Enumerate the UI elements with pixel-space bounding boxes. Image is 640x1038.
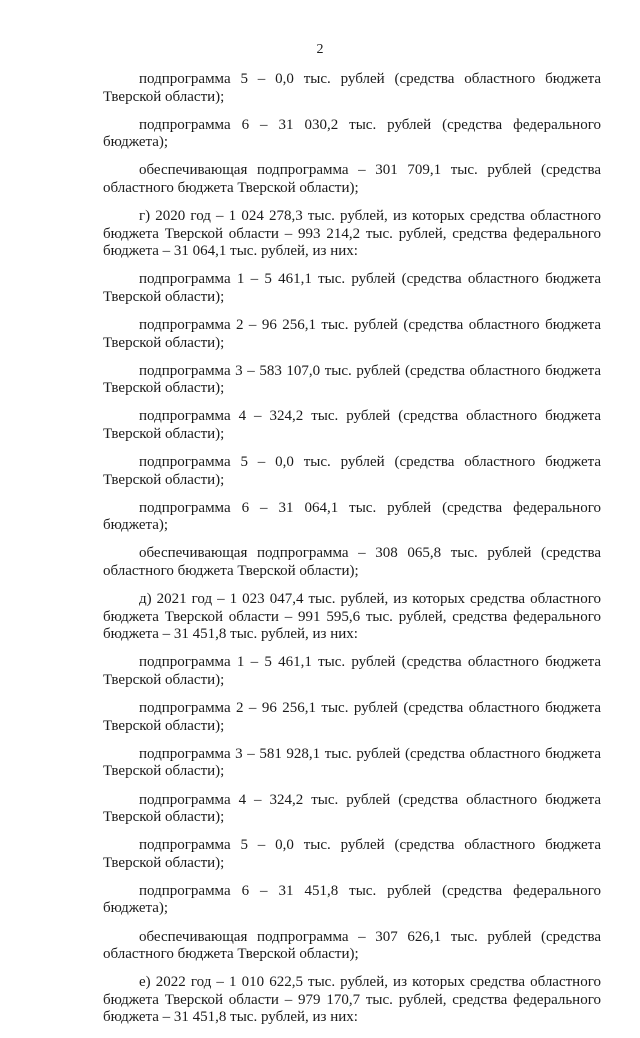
paragraph: подпрограмма 3 – 583 107,0 тыс. рублей (средства областного бюджета Тверской области); <box>103 362 601 397</box>
paragraph: подпрограмма 6 – 31 030,2 тыс. рублей (средства федерального бюджета); <box>103 116 601 151</box>
paragraph: подпрограмма 4 – 324,2 тыс. рублей (средства областного бюджета Тверской области); <box>103 408 601 442</box>
paragraph: подпрограмма 6 – 31 451,8 тыс. рублей (средства федерального бюджета); <box>103 882 601 917</box>
paragraph: г) 2020 год – 1 024 278,3 тыс. рублей, из которых средства областного бюджета Тверской области – 993 214,2 тыс. рублей, средства федерального бюджета – 31 064,1 тыс. рублей, из них: <box>103 208 601 260</box>
paragraph: подпрограмма 2 – 96 256,1 тыс. рублей (средства областного бюджета Тверской области); <box>103 317 601 351</box>
paragraph: подпрограмма 5 – 0,0 тыс. рублей (средства областного бюджета Тверской области); <box>103 71 601 105</box>
paragraph: подпрограмма 6 – 31 064,1 тыс. рублей (средства федерального бюджета); <box>103 499 601 534</box>
paragraph: подпрограмма 5 – 0,0 тыс. рублей (средства областного бюджета Тверской области); <box>103 837 601 871</box>
paragraph: подпрограмма 4 – 324,2 тыс. рублей (средства областного бюджета Тверской области); <box>103 791 601 826</box>
paragraph: подпрограмма 1 – 5 461,1 тыс. рублей (средства областного бюджета Тверской области); <box>103 654 601 689</box>
page-number: 2 <box>316 42 324 57</box>
document-body <box>103 71 601 1038</box>
paragraph: обеспечивающая подпрограмма – 308 065,8 тыс. рублей (средства областного бюджета Тверской области); <box>103 545 601 580</box>
paragraph: подпрограмма 2 – 96 256,1 тыс. рублей (средства областного бюджета Тверской области); <box>103 700 601 734</box>
paragraph: обеспечивающая подпрограмма – 301 709,1 тыс. рублей (средства областного бюджета Тверской области); <box>103 162 601 196</box>
paragraph: подпрограмма 1 – 5 461,1 тыс. рублей (средства областного бюджета Тверской области); <box>103 271 601 305</box>
paragraph: д) 2021 год – 1 023 047,4 тыс. рублей, из которых средства областного бюджета Тверской области – 991 595,6 тыс. рублей, средства федерального бюджета – 31 451,8 тыс. рублей, из них: <box>103 591 601 643</box>
paragraph: подпрограмма 3 – 581 928,1 тыс. рублей (средства областного бюджета Тверской области); <box>103 745 601 780</box>
paragraph: е) 2022 год – 1 010 622,5 тыс. рублей, из которых средства областного бюджета Тверской области – 979 170,7 тыс. рублей, средства федерального бюджета – 31 451,8 тыс. рублей, из них: <box>103 974 601 1026</box>
paragraph: обеспечивающая подпрограмма – 307 626,1 тыс. рублей (средства областного бюджета Тверской области); <box>103 928 601 963</box>
paragraph: подпрограмма 5 – 0,0 тыс. рублей (средства областного бюджета Тверской области); <box>103 454 601 488</box>
